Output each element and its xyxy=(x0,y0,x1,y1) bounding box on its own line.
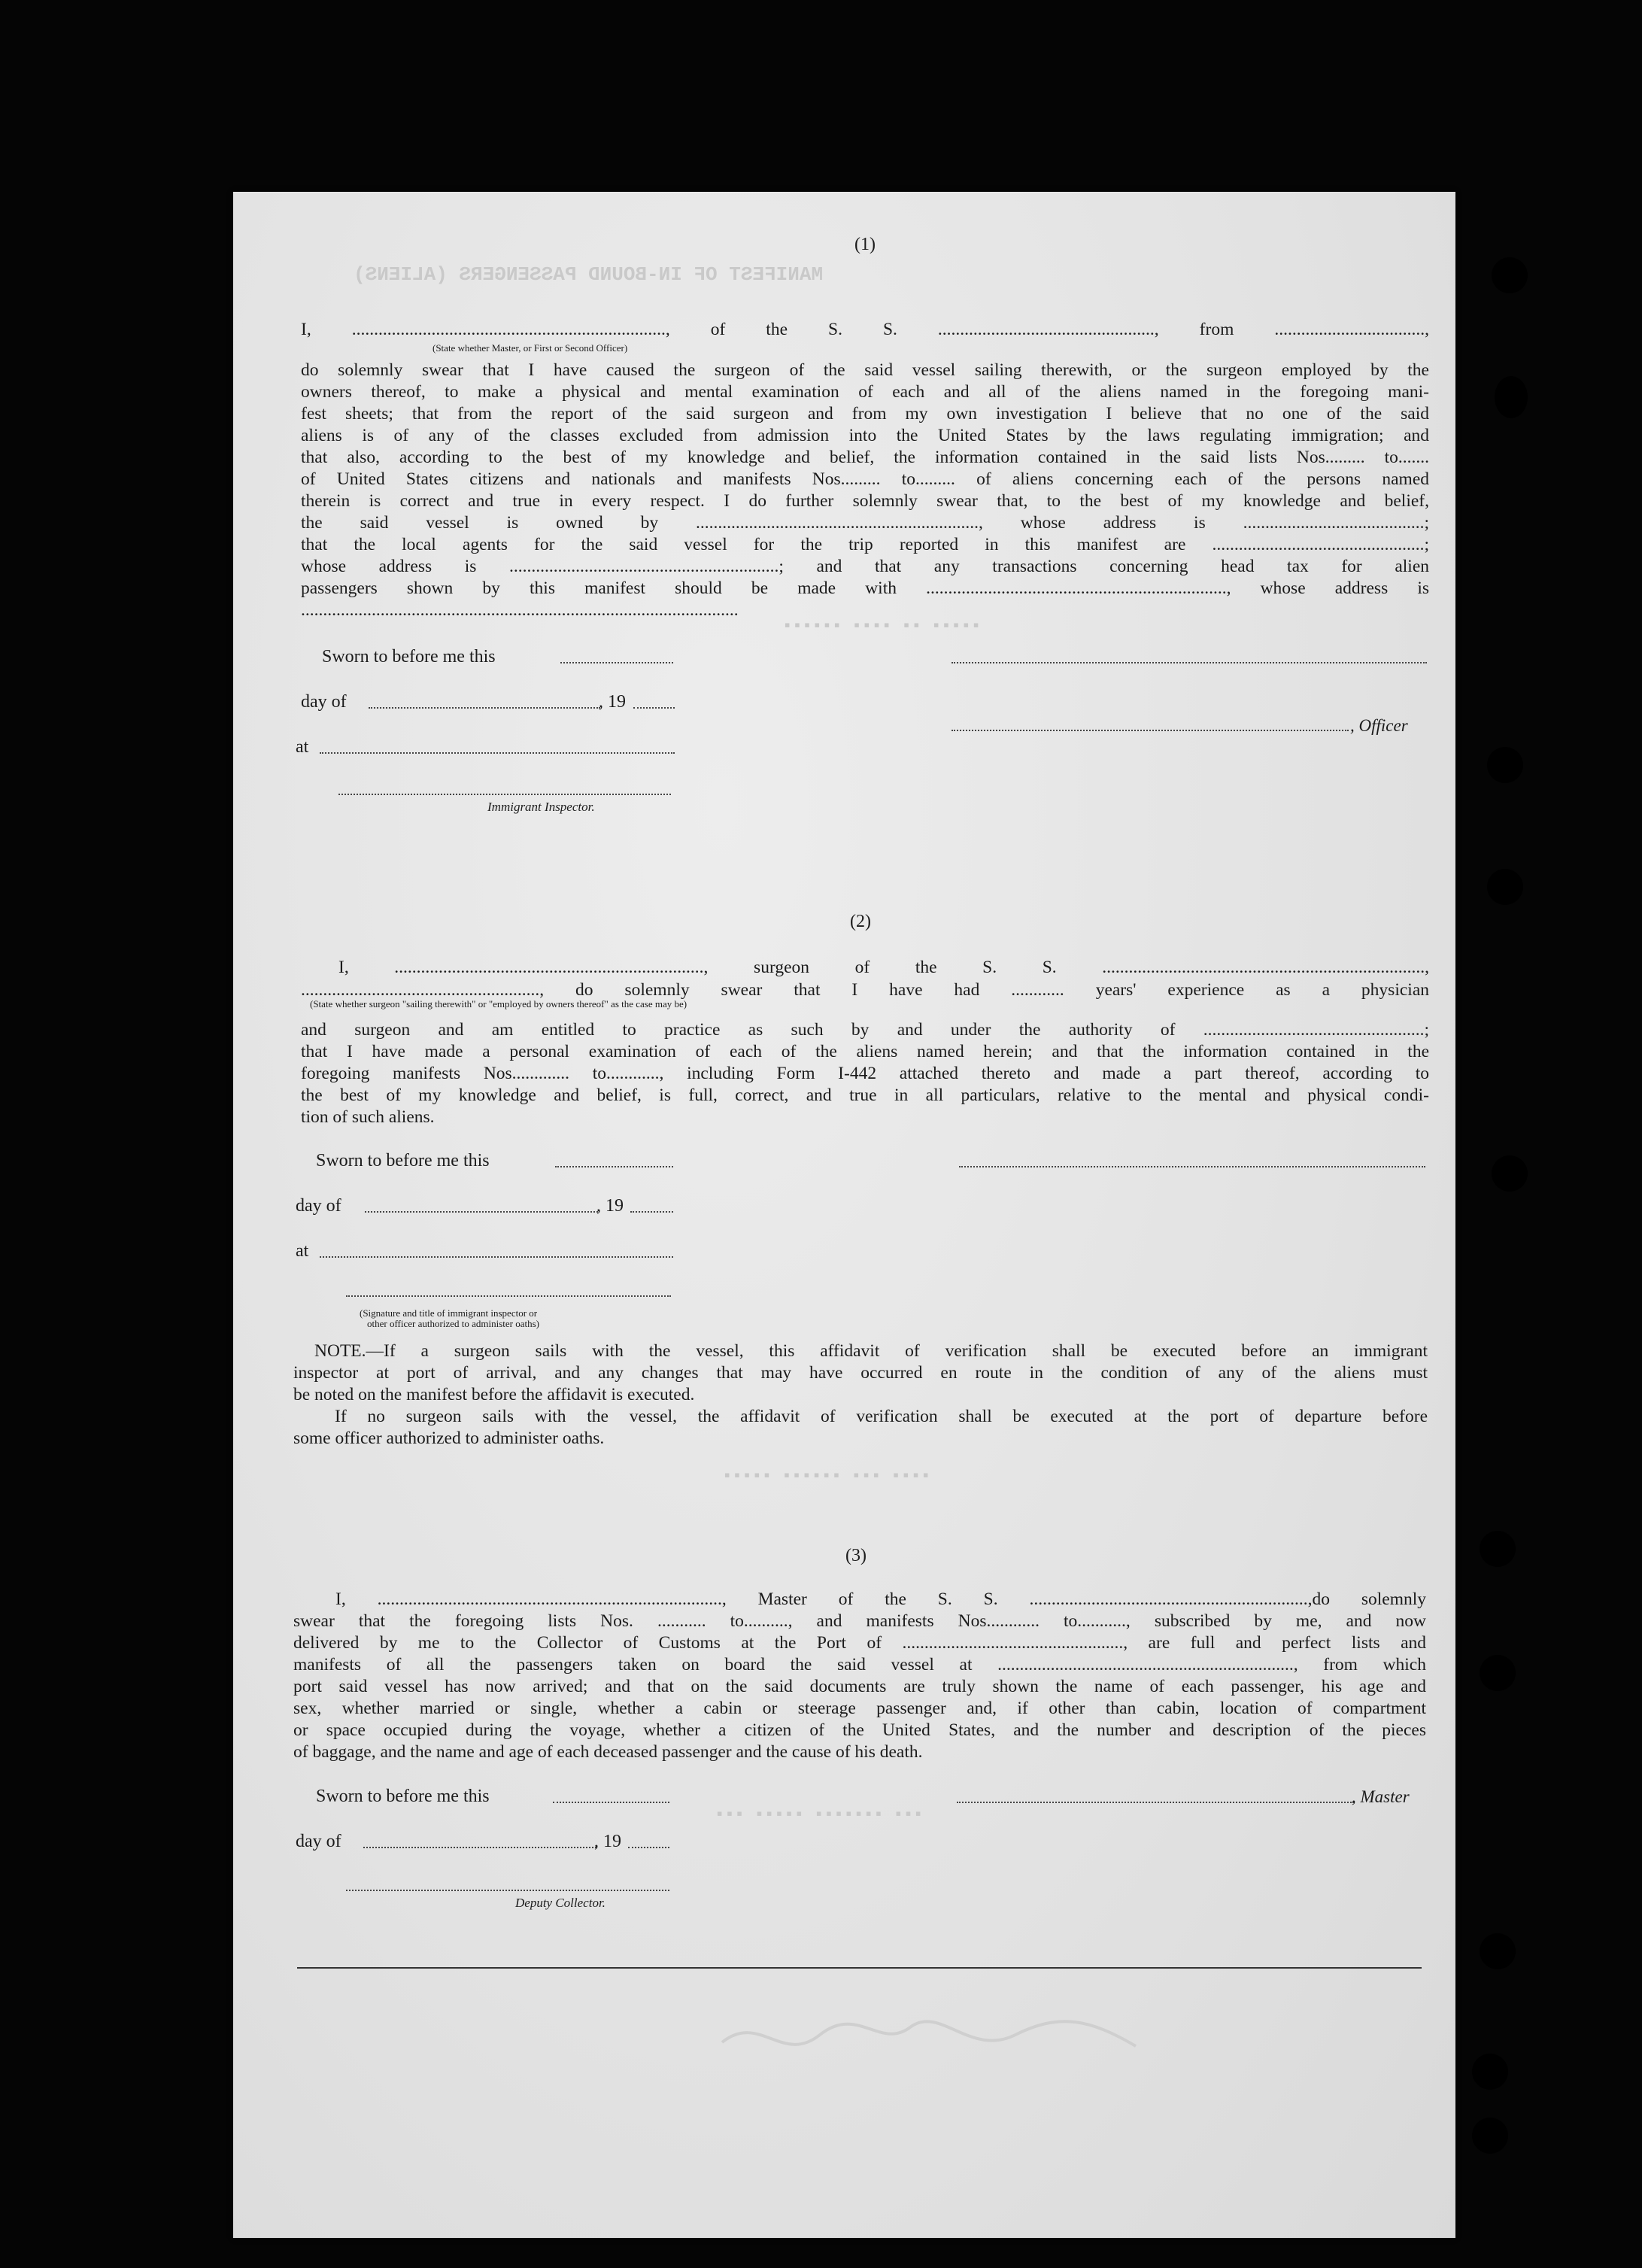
year-label: , 19 xyxy=(594,1832,621,1851)
bleed-through-text: ▪▪▪▪▪▪ ▪▪▪▪ ▪▪ ▪▪▪▪▪ xyxy=(782,617,982,636)
bottom-divider xyxy=(297,1967,1422,1969)
day-of-blank[interactable] xyxy=(369,707,600,709)
sworn-label: Sworn to before me this xyxy=(322,647,496,666)
section-3-line: delivered by me to the Collector of Customs at the Port of .................................................., are full and perfect lists and xyxy=(293,1633,1426,1653)
punch-hole xyxy=(1480,1531,1516,1567)
section-1-line: passengers shown by this manifest should be made with ...................................................................., whose address is xyxy=(301,578,1429,598)
section-3-line: port said vessel has now arrived; and that on the said documents are truly shown the name of each passenger, his age and xyxy=(293,1677,1426,1696)
section-1-line: of United States citizens and nationals and manifests Nos......... to......... of aliens concerning each of the persons named xyxy=(301,469,1429,489)
section-1-line: owners thereof, to make a physical and mental examination of each and all of the aliens named in the foregoing mani- xyxy=(301,382,1429,402)
section-1-line: do solemnly swear that I have caused the surgeon of the said vessel sailing therewith, or the surgeon employed by the xyxy=(301,360,1429,380)
section-2-line: ......................................................, do solemnly swear that I have had ............ years' experience as a physician xyxy=(301,980,1429,1000)
day-of-label: day of xyxy=(296,1196,341,1216)
section-2-line: I, ......................................................................, surgeon of the S. S. ........................................................................., xyxy=(338,958,1429,977)
day-of-blank[interactable] xyxy=(363,1847,596,1848)
collector-signature-line[interactable] xyxy=(346,1890,669,1891)
sworn-date-blank[interactable] xyxy=(553,1802,669,1803)
section-1-line: ................................................................................................... xyxy=(301,600,739,620)
section-1-line: that also, according to the best of my knowledge and belief, the information contained in the said lists Nos......... to....... xyxy=(301,448,1429,467)
sworn-label: Sworn to before me this xyxy=(316,1151,490,1170)
officer-label: , Officer xyxy=(1350,716,1408,735)
section-3-line: sex, whether married or single, whether a cabin or steerage passenger and, if other than cabin, location of compartment xyxy=(293,1699,1426,1718)
inspector-signature-line[interactable] xyxy=(338,794,671,795)
section-1-line: I, ......................................................................., of the S. S. ................................................., from .................................., xyxy=(301,320,1429,339)
sworn-date-blank[interactable] xyxy=(560,662,673,663)
year-blank[interactable] xyxy=(628,1847,669,1848)
punch-hole xyxy=(1480,1933,1516,1969)
oath-officer-signature-line[interactable] xyxy=(346,1295,671,1297)
note-line: some officer authorized to administer oaths. xyxy=(293,1429,605,1448)
section-2-line: tion of such aliens. xyxy=(301,1107,435,1127)
note-line: NOTE.—If a surgeon sails with the vessel, this affidavit of verification shall be executed before an immigrant xyxy=(314,1341,1428,1361)
note-line: If no surgeon sails with the vessel, the affidavit of verification shall be executed at the port of departure before xyxy=(335,1407,1428,1426)
year-blank[interactable] xyxy=(630,1211,673,1213)
section-1-line: that the local agents for the said vessel for the trip reported in this manifest are ................................................; xyxy=(301,535,1429,554)
section-1-number: (1) xyxy=(854,235,876,254)
at-blank[interactable] xyxy=(320,752,675,754)
note-line: be noted on the manifest before the affidavit is executed. xyxy=(293,1385,695,1404)
sworn-label: Sworn to before me this xyxy=(316,1787,490,1806)
bleed-through-signature xyxy=(715,2005,1181,2072)
punch-hole xyxy=(1487,869,1523,905)
day-of-label: day of xyxy=(296,1832,341,1851)
section-1-line: therein is correct and true in every respect. I do further solemnly swear that, to the best of my knowledge and belief, xyxy=(301,491,1429,511)
section-3-line: swear that the foregoing lists Nos. ........... to.........., and manifests Nos............ to..........., subscribed by me, and now xyxy=(293,1611,1426,1631)
section-2-line: the best of my knowledge and belief, is full, correct, and true in all particulars, relative to the mental and physical condi- xyxy=(301,1085,1429,1105)
punch-hole xyxy=(1472,2054,1508,2090)
section-1-line: the said vessel is owned by ................................................................, whose address is .........................................; xyxy=(301,513,1429,533)
year-blank[interactable] xyxy=(633,707,675,709)
bleed-through-text: ▪▪▪▪▪ ▪▪▪▪▪▪ ▪▪▪ ▪▪▪▪ xyxy=(722,1467,931,1486)
signature-caption: other officer authorized to administer oaths) xyxy=(367,1318,539,1329)
at-label: at xyxy=(296,1241,309,1261)
immigrant-inspector-label: Immigrant Inspector. xyxy=(487,800,595,814)
master-label: , Master xyxy=(1352,1787,1410,1806)
section-1-line: fest sheets; that from the report of the said surgeon and from my own investigation I believe that no one of the said xyxy=(301,404,1429,424)
section-3-line: I, .............................................................................., Master of the S. S. ...............................................................,do solemnly xyxy=(335,1589,1426,1609)
punch-hole xyxy=(1492,257,1528,293)
section-2-number: (2) xyxy=(850,912,871,931)
section-2-line: and surgeon and am entitled to practice as such by and under the authority of ..................................................; xyxy=(301,1020,1429,1040)
punch-hole xyxy=(1492,1155,1528,1192)
section-3-line: of baggage, and the name and age of each deceased passenger and the cause of his death. xyxy=(293,1742,923,1762)
sworn-date-blank[interactable] xyxy=(555,1166,673,1167)
section-3-number: (3) xyxy=(845,1546,867,1565)
section-2-line: that I have made a personal examination of each of the aliens named herein; and that the information contained in the xyxy=(301,1042,1429,1061)
master-signature-line[interactable] xyxy=(957,1802,1354,1803)
section-2-line: foregoing manifests Nos............. to............, including Form I-442 attached thereto and made a part thereof, according to xyxy=(301,1064,1429,1083)
day-of-blank[interactable] xyxy=(365,1211,598,1213)
surgeon-caption: (State whether surgeon "sailing therewith" or "employed by owners thereof" as the case may be) xyxy=(310,998,687,1010)
inspector-signature-line[interactable] xyxy=(959,1166,1425,1167)
punch-hole xyxy=(1480,1655,1516,1691)
punch-hole xyxy=(1472,2118,1508,2154)
section-1-line: whose address is .............................................................; and that any transactions concerning head tax for alien xyxy=(301,557,1429,576)
officer-signature-line[interactable] xyxy=(952,662,1427,663)
section-3-line: manifests of all the passengers taken on board the said vessel at ..................................................................., from which xyxy=(293,1655,1426,1674)
at-label: at xyxy=(296,737,309,757)
signature-caption: (Signature and title of immigrant inspector or xyxy=(360,1307,538,1319)
day-of-label: day of xyxy=(301,692,347,712)
deputy-collector-label: Deputy Collector. xyxy=(515,1896,606,1910)
year-label: , 19 xyxy=(596,1196,624,1216)
section-3-line: or space occupied during the voyage, whether a citizen of the United States, and the number and description of the pieces xyxy=(293,1720,1426,1740)
note-line: inspector at port of arrival, and any changes that may have occurred en route in the condition of any of the aliens must xyxy=(293,1363,1428,1383)
bleed-through-heading: MANIFEST OF IN-BOUND PASSENGERS (ALIENS) xyxy=(354,263,824,286)
punch-hole xyxy=(1495,376,1528,418)
officer-name-line[interactable] xyxy=(952,730,1349,731)
section-1-line: aliens is of any of the classes excluded from admission into the United States by the laws regulating immigration; and xyxy=(301,426,1429,445)
year-label: , 19 xyxy=(599,692,626,712)
officer-rank-caption: (State whether Master, or First or Second Officer) xyxy=(433,342,628,354)
at-blank[interactable] xyxy=(320,1256,673,1258)
punch-hole xyxy=(1487,747,1523,783)
bleed-through-text: ▪▪▪ ▪▪▪▪▪ ▪▪▪▪▪▪▪ ▪▪▪ xyxy=(715,1805,924,1824)
